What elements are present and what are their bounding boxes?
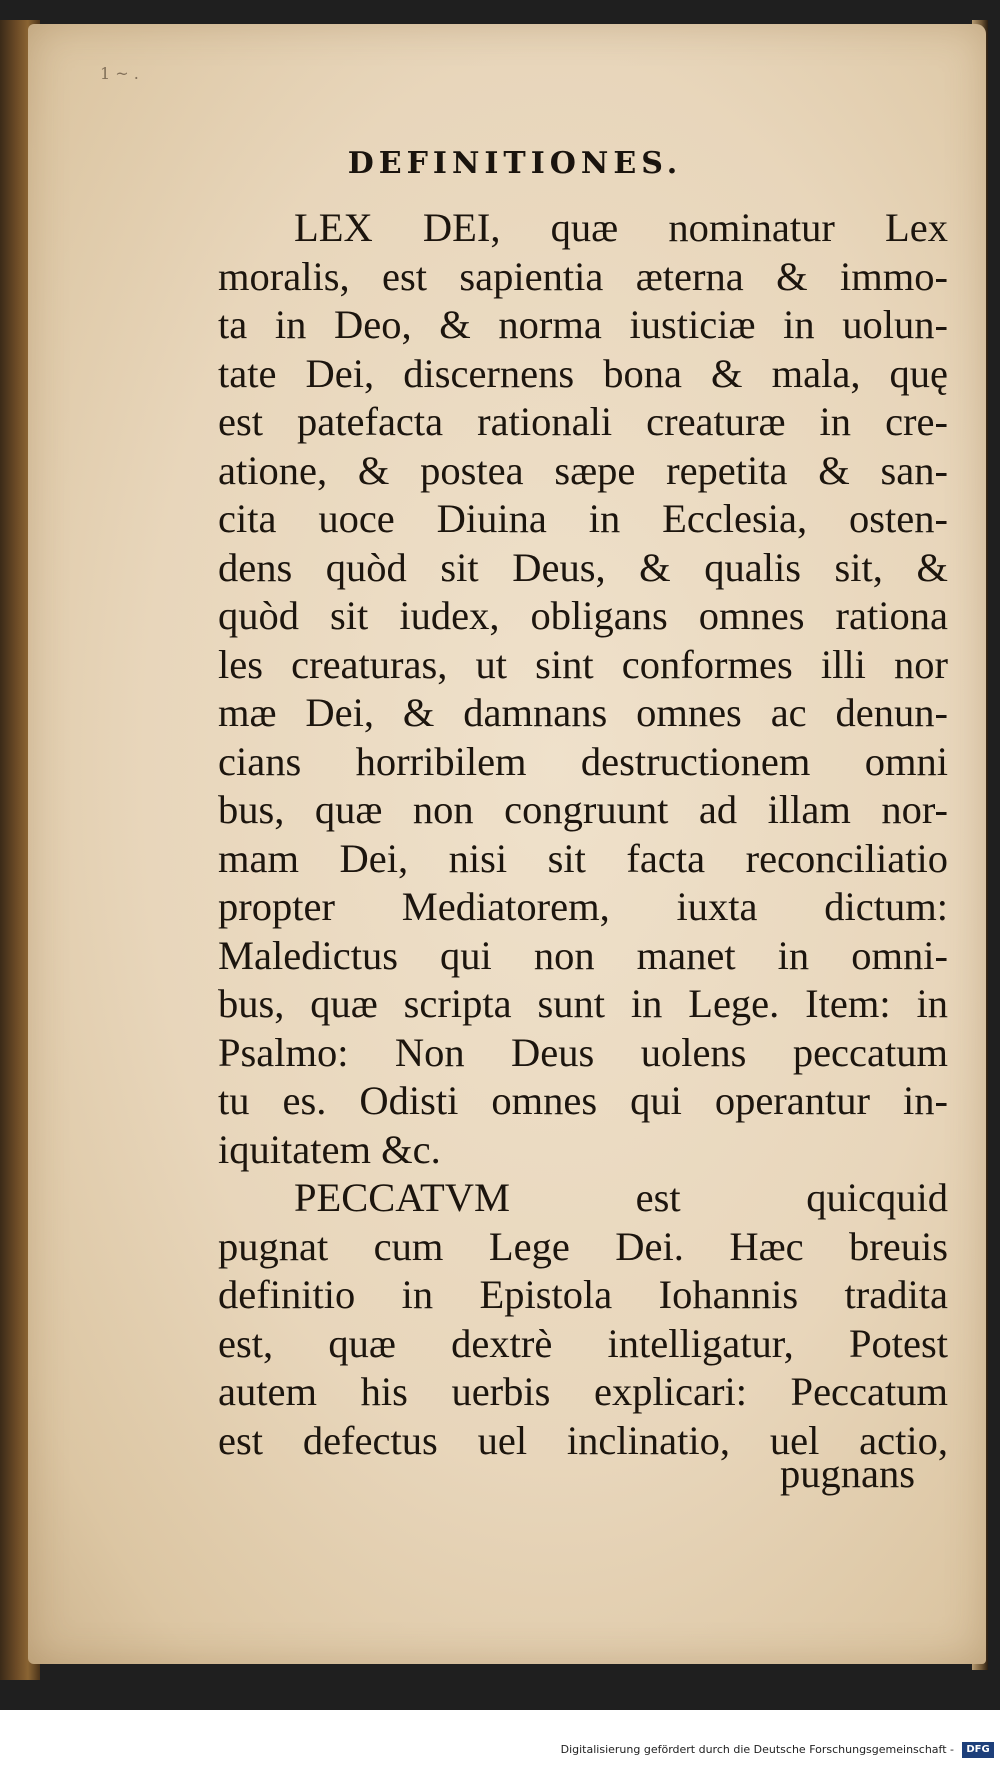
text-line: ta in Deo, & norma iusticiæ in uolun- bbox=[218, 302, 948, 347]
text-line: Psalmo: Non Deus uolens peccatum bbox=[218, 1029, 948, 1075]
corner-mark: 1 ~ . bbox=[100, 64, 139, 83]
text-line: propter Mediatorem, iuxta dictum: bbox=[218, 884, 948, 929]
text-line: mæ Dei, & damnans omnes ac denun- bbox=[218, 690, 948, 735]
text-line: les creaturas, ut sint conformes illi nor bbox=[218, 641, 948, 687]
footer-credit: Digitalisierung gefördert durch die Deutsche Forschungsgemeinschaft - bbox=[560, 1743, 954, 1756]
text-line: Maledictus qui non manet in omni- bbox=[218, 932, 948, 978]
text-line: cita uoce Diuina in Ecclesia, osten- bbox=[218, 496, 948, 541]
text-line: definitio in Epistola Iohannis tradita bbox=[218, 1272, 948, 1317]
text-line: iquitatem &c. bbox=[218, 1126, 441, 1172]
text-line: bus, quæ non congruunt ad illam nor- bbox=[218, 787, 948, 832]
text-line: dens quòd sit Deus, & qualis sit, & bbox=[218, 544, 948, 590]
text-line: est defectus uel inclinatio, uel actio, bbox=[218, 1417, 948, 1463]
text-line: mam Dei, nisi sit facta reconciliatio bbox=[218, 835, 948, 881]
dfg-logo: DFG bbox=[962, 1742, 994, 1758]
text-line: quòd sit iudex, obligans omnes rationa bbox=[218, 593, 948, 638]
text-line: est, quæ dextrè intelligatur, Potest bbox=[218, 1320, 948, 1366]
text-line: cians horribilem destructionem omni bbox=[218, 738, 948, 784]
text-line: pugnat cum Lege Dei. Hæc breuis bbox=[218, 1223, 948, 1269]
text-line: tu es. Odisti omnes qui operantur in- bbox=[218, 1078, 948, 1123]
body-text bbox=[218, 204, 948, 1465]
running-head: DEFINITIONES. bbox=[347, 146, 683, 181]
text-line: autem his uerbis explicari: Peccatum bbox=[218, 1369, 948, 1414]
text-line: atione, & postea sæpe repetita & san- bbox=[218, 447, 948, 493]
text-line: est patefacta rationali creaturæ in cre- bbox=[218, 399, 948, 444]
catchword: pugnans bbox=[780, 1451, 915, 1496]
footer-bar bbox=[0, 1740, 1000, 1766]
text-line: bus, quæ scripta sunt in Lege. Item: in bbox=[218, 981, 948, 1026]
text-line: LEX DEI, quæ nominatur Lex bbox=[294, 205, 948, 250]
text-line: PECCATVM est quicquid bbox=[294, 1175, 948, 1220]
text-line: tate Dei, discernens bona & mala, quę bbox=[218, 350, 948, 396]
text-line: moralis, est sapientia æterna & immo- bbox=[218, 253, 948, 299]
